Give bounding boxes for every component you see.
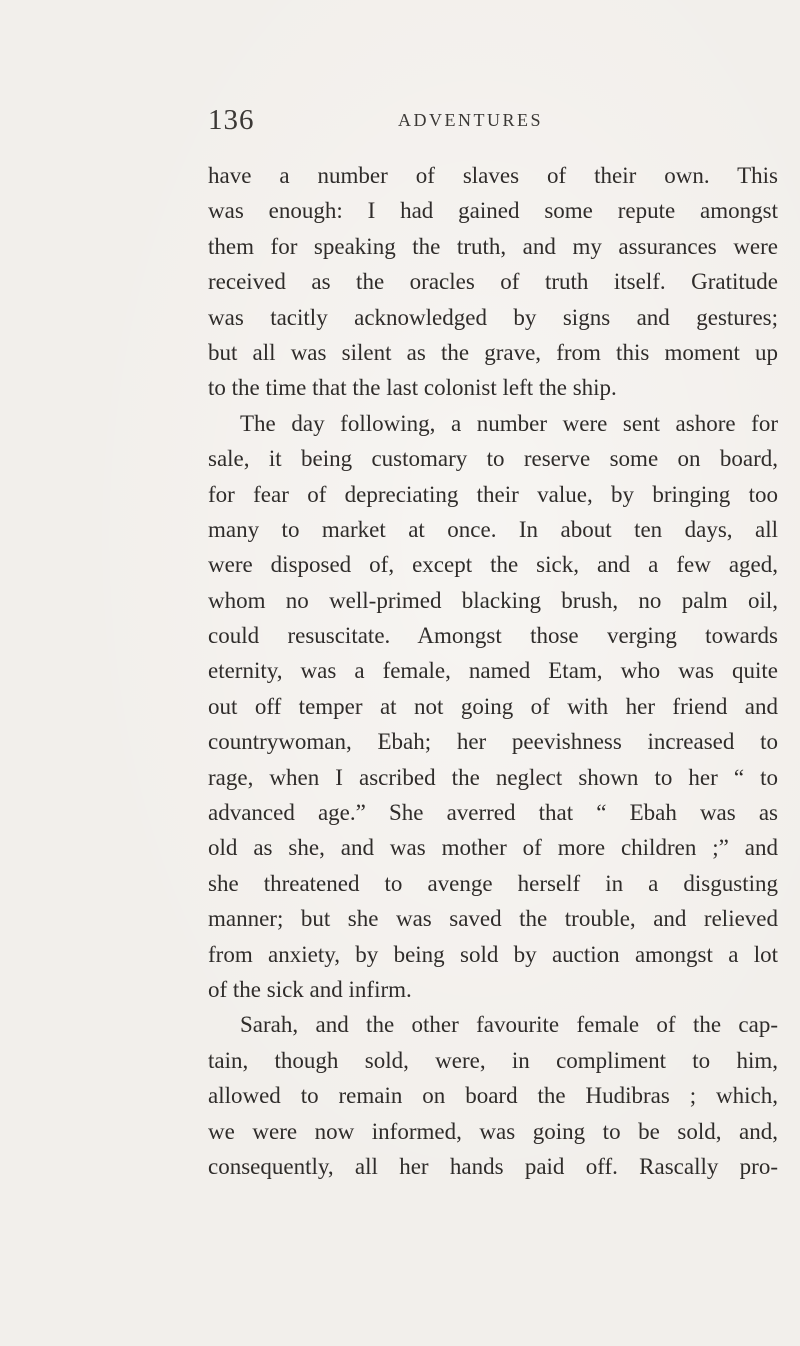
text-line: we were now informed, was going to be sold, and, [208,1118,778,1144]
text-line: tain, though sold, were, in compliment to him, [208,1047,778,1073]
text-line: to the time that the last colonist left the ship. [208,375,617,401]
body-text [208,158,778,1184]
text-line: many to market at once. In about ten days, all [208,516,778,542]
text-line: she threatened to avenge herself in a disgusting [208,870,778,896]
running-head-title: ADVENTURES [398,110,543,130]
text-line: The day following, a number were sent ashore for [240,410,778,436]
text-line: old as she, and was mother of more children ;” and [208,835,778,861]
text-line: countrywoman, Ebah; her peevishness increased to [208,729,778,755]
text-line: was tacitly acknowledged by signs and gestures; [208,304,778,330]
page-number: 136 [208,104,255,136]
text-line: received as the oracles of truth itself. Gratitude [208,269,778,295]
text-line: from anxiety, by being sold by auction amongst a lot [208,941,778,967]
text-line: was enough: I had gained some repute amongst [208,198,778,224]
text-line: rage, when I ascribed the neglect shown to her “ to [208,764,778,790]
text-line: whom no well-primed blacking brush, no palm oil, [208,587,778,613]
text-line: could resuscitate. Amongst those verging towards [208,623,778,649]
text-line: Sarah, and the other favourite female of the cap- [240,1012,778,1038]
text-line: were disposed of, except the sick, and a few aged, [208,552,778,578]
text-line: have a number of slaves of their own. This [208,163,778,188]
text-line: advanced age.” She averred that “ Ebah was as [208,800,778,826]
text-line: manner; but she was saved the trouble, and relieved [208,906,778,932]
text-line: consequently, all her hands paid off. Rascally pro- [208,1153,778,1179]
text-line: but all was silent as the grave, from this moment up [208,339,778,365]
running-head [208,104,778,144]
text-line: them for speaking the truth, and my assurances were [208,233,778,259]
text-line: out off temper at not going of with her friend and [208,693,778,719]
text-line: eternity, was a female, named Etam, who was quite [208,658,778,684]
text-line: for fear of depreciating their value, by bringing too [208,481,778,507]
text-line: of the sick and infirm. [208,976,412,1002]
text-line: sale, it being customary to reserve some on board, [208,446,778,472]
text-line: allowed to remain on board the Hudibras ; which, [208,1083,778,1109]
